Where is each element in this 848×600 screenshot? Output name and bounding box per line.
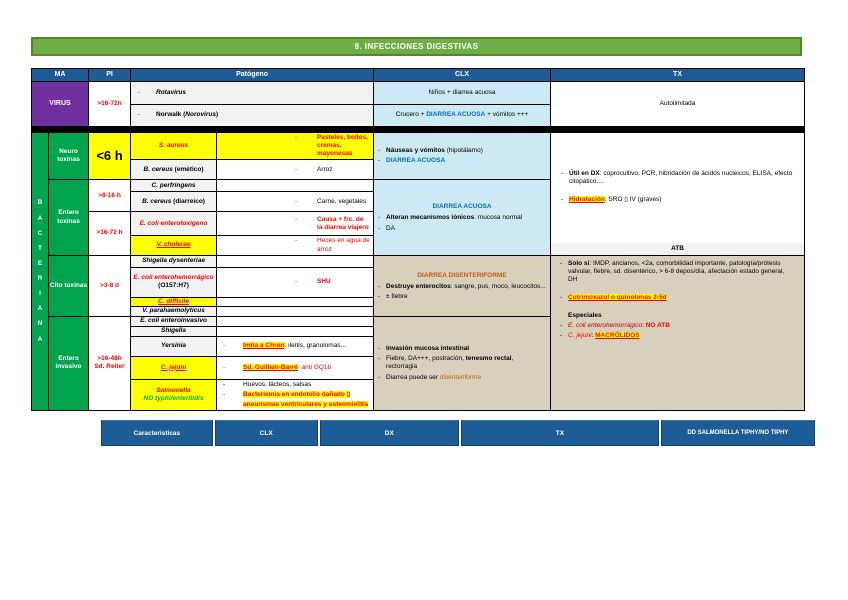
cell-food-cperfringens [217, 180, 374, 192]
clx-neuro-l1r: (hipotálamo) [444, 147, 483, 155]
cell-pathogen-bcereus-emetico: B. cereus (emético) [131, 160, 217, 180]
clx-cito-l1b: Destruye enterocitos [386, 282, 451, 290]
tx-cotrimoxazol: Cotrimoxazol o quinolonas 3-5d [568, 294, 667, 301]
cell-pathogen-vcholerae: V. cholerae [131, 236, 217, 255]
cell-tx-bacteria-bottom [551, 255, 805, 411]
atb-strip [551, 243, 804, 255]
cell-food-cjejuni: - Sd. Guillain-Barré: anti GQ1b [217, 356, 374, 379]
food-salmonella-3: aneurismas ventriculares y osteomielitis [243, 401, 369, 408]
tx-esp1-sep: : [642, 322, 646, 330]
clx-norwalk-a: Crucero + [395, 111, 427, 119]
food-cjejuni-hl: Sd. Guillain-Barré [243, 363, 298, 371]
food-salmonella-2: Bacteriemia en endotelio dañado ▯ [243, 390, 351, 398]
pathogen-salmonella: Salmonella [156, 386, 191, 394]
food-ecoli-enterohemorragico: SHU [317, 278, 331, 286]
cell-food-shigella-dysenteriae [217, 255, 374, 267]
cell-pathogen-vparahaemolyticus: V. parahaemolyticus [131, 306, 217, 316]
tx-esp2-sep: : [591, 332, 596, 340]
col-header-ma: MA [32, 69, 89, 82]
food-cjejuni-rest: : anti GQ1b [297, 363, 332, 371]
clx-invasivo-l2c: , rectorragia [386, 355, 514, 371]
cell-food-salmonella: - Huevos, lácteos, salsas - Bacteriemia en endotelio dañado ▯ aneurismas ventriculares y osteomielitis [217, 379, 374, 410]
cell-ma-virus: VIRUS [32, 82, 89, 127]
bottom-header-dx: DX [320, 420, 459, 446]
tx-top-body: - Útil en DX: coprocultivo, PCR, hibridación de ácidos nucleicos, ELISA, efecto citopático.... - Hidratación: SRO ▯ IV (graves) [561, 169, 793, 203]
food-salmonella-1: Huevos, lácteos, salsas [243, 380, 312, 388]
clx-cito-l2: ± fiebre [386, 292, 408, 300]
cell-pi-entero2: >16-72 h [89, 212, 131, 255]
cell-pi-virus: >16-72h [89, 82, 131, 127]
bullet: - [138, 88, 141, 96]
clx-invasivo-l2b: tenesmo rectal [465, 355, 512, 363]
food-yersinia-hl: Imita a Chron [243, 342, 285, 350]
tx-hidratacion: Hidratación [569, 195, 605, 203]
cell-food-cdifficile [217, 297, 374, 306]
cell-clx-entero: DIARREA ACUOSA - Alteran mecanismos iónicos: mucosa normal - DA [374, 180, 551, 255]
cell-pathogen-shigella: Shigella [131, 326, 217, 336]
tx-esp2-name: C. jejuni [568, 332, 592, 340]
clx-invasivo-l3a: Diarrea puede ser [386, 373, 440, 381]
page-title: 8. INFECCIONES DIGESTIVAS [354, 42, 479, 51]
cell-pi-entero1: >8-16 h [89, 180, 131, 212]
food-bcereus-diarreico: Carne, vegetales [317, 197, 367, 205]
cell-clx-neuro: - Náuseas y vómitos (hipotálamo) - DIARREA ACUOSA [374, 133, 551, 180]
cell-pathogen-saureus: S. aureus [131, 133, 217, 160]
col-header-pathogen: Patógeno [131, 69, 374, 82]
tx-solosi-bold: Solo si [568, 259, 590, 267]
cell-food-ecoli-enteroinvasivo [217, 316, 374, 326]
row-rotavirus [32, 82, 805, 105]
cell-pathogen-salmonella [131, 379, 217, 410]
tx-esp1-name: E. coli enterohemorrágico [568, 322, 643, 330]
tx-dx-bold: Útil en DX [569, 169, 600, 177]
cell-group-entero: Entero toxinas [49, 180, 89, 255]
bacteriana-letters: B A C T E R I A N A [37, 199, 43, 343]
clx-neuro-l2: DIARREA ACUOSA [386, 157, 446, 165]
cell-pathogen-ecoli-enterotoxigeno: E. coli enterotoxigeno [131, 212, 217, 236]
cell-tx-bacteria-top [551, 133, 805, 256]
cell-pathogen-cdifficile: C. difficile [131, 297, 217, 306]
cell-pathogen-ecoli-enteroinvasivo: E. coli enteroinvasivo [131, 316, 217, 326]
clx-invasivo-l2a: Fiebre, DA+++, postración, [386, 355, 466, 363]
clx-norwalk-b: DIARREA ACUOSA [426, 111, 486, 119]
pathogen-norwalk-c: ) [215, 111, 219, 119]
tx-especiales-title: Especiales [568, 312, 602, 320]
clx-entero-l2: DA [386, 224, 396, 232]
cell-food-vcholerae: - Heces en agua de arroz [217, 236, 374, 255]
cell-food-vparahaemolyticus [217, 306, 374, 316]
clx-cito-l1r: : sangre, pus, moco, leucocitos... [450, 282, 546, 290]
title-banner [31, 37, 802, 56]
clx-entero-l1b: Alteran mecanismos iónicos [386, 214, 475, 222]
cell-pi-invasivo: >16-48h Sd. Reiter [89, 316, 131, 410]
cell-clx-norwalk [374, 105, 551, 127]
col-header-tx: TX [551, 69, 805, 82]
pathogen-norwalk-b: Norovirus [185, 111, 216, 119]
cell-pathogen-cjejuni: C. jejuni [131, 356, 217, 379]
cell-food-yersinia: - Imita a Chron: ileítis, granulomas... [217, 336, 374, 356]
cell-pi-cito: >3-8 d [89, 255, 131, 316]
cell-food-saureus: - Pasteles, bollos, cremas, mayonesas [217, 133, 374, 160]
tx-hidratacion-rest: : SRO ▯ IV (graves) [604, 195, 662, 203]
bottom-header-dd-salmonella: DD SALMONELLA TIPHY/NO TIPHY [661, 420, 815, 446]
pathogen-salmonella-sub: NO typhi/enteritidis [143, 394, 204, 402]
cell-food-bcereus-diarreico: - Carne, vegetales [217, 192, 374, 212]
cell-clx-cito: DIARREA DISENTERIFORME - Destruye enterocitos: sangre, pus, moco, leucocitos... - ± fiebre [374, 255, 551, 316]
clx-norwalk-c: + vómitos +++ [485, 111, 529, 119]
cell-pi-neuro: <6 h [89, 133, 131, 180]
bottom-header-table [101, 420, 815, 446]
clx-invasivo-l1: Invasión mucosa intestinal [386, 345, 470, 353]
food-bcereus-emetico: Arroz [317, 165, 333, 173]
cell-clx-rotavirus [374, 82, 551, 105]
food-vcholerae: Heces en agua de arroz [317, 237, 370, 253]
pathogen-norwalk-a: Norwalk ( [156, 111, 186, 119]
cell-ma-bacteriana [32, 133, 49, 411]
col-header-clx: CLX [374, 69, 551, 82]
food-saureus: Pasteles, bollos, cremas, mayonesas [317, 134, 368, 158]
clx-entero-title: DIARREA ACUOSA [432, 203, 492, 211]
col-header-pi: PI [89, 69, 131, 82]
cell-tx-virus [551, 82, 805, 127]
food-yersinia-rest: : ileítis, granulomas... [284, 342, 346, 350]
infections-table [31, 68, 805, 411]
clx-entero-l1r: : mucosa normal [474, 214, 523, 222]
cell-pathogen-bcereus-diarreico: B. cereus (diarreico) [131, 192, 217, 212]
table-header-row [32, 69, 805, 82]
cell-pathogen-norwalk [131, 105, 374, 127]
cell-food-bcereus-emetico: - Arroz [217, 160, 374, 180]
cell-pathogen-yersinia: Yersinia [131, 336, 217, 356]
clx-rotavirus: Niños + diarrea acuosa [428, 88, 496, 96]
bullet: - [138, 111, 141, 119]
tx-esp1-val: NO ATB [645, 322, 670, 330]
tx-virus: Autolimitada [659, 99, 696, 107]
bottom-header-caracteristicas: Características [101, 420, 213, 446]
pathogen-rotavirus: Rotavirus [156, 88, 186, 96]
cell-pathogen-ecoli-enterohemorragico: E. coli enterohemorrágico (O157:H7) [131, 267, 217, 297]
cell-food-shigella [217, 326, 374, 336]
tx-solosi-rest: : IMDP, ancianos, <2a, comorbilidad importante, patología/prótesis valvular, fiebre, sd. disentérico, > 6-8 depos/día, afectación estado general, DH [568, 259, 785, 283]
tx-bottom-body: - Solo si: IMDP, ancianos, <2a, comorbilidad importante, patología/prótesis valvular, fiebre, sd. disentérico, > 6-8 depos/día, afectación estado general, DH - Cotrimoxazol o quinolonas 3-5d Especiales - E. coli enterohemorrágico: NO ATB - C. jejuni: MACRÓLIDOS [560, 259, 785, 340]
cell-group-neuro: Neuro toxinas [49, 133, 89, 180]
clx-neuro-l1b: Náuseas y vómitos [386, 147, 445, 155]
bottom-header-tx: TX [461, 420, 659, 446]
cell-pathogen-cperfringens: C. perfringens [131, 180, 217, 192]
food-ecoli-enterotoxigeno: Causa + frc. de la diarrea viajero [317, 215, 369, 231]
row-shigella-dysenteriae [32, 255, 805, 267]
cell-pathogen-shigella-dysenteriae: Shigella dysenteriae [131, 255, 217, 267]
cell-group-invasivo: Entero Invasivo [49, 316, 89, 410]
row-saureus [32, 133, 805, 160]
cell-clx-invasivo: - Invasión mucosa intestinal - Fiebre, DA+++, postración, tenesmo rectal, rectorragia - Diarrea puede ser disenteriforme [374, 316, 551, 410]
cell-group-cito: Cito toxinas [49, 255, 89, 316]
clx-cito-title: DIARREA DISENTERIFORME [417, 271, 507, 279]
clx-invasivo-l3b: disenteriforme [439, 373, 482, 381]
cell-food-ecoli-enterohemorragico: - SHU [217, 267, 374, 297]
cell-pathogen-rotavirus [131, 82, 374, 105]
tx-esp2-val: MACRÓLIDOS [595, 332, 640, 340]
tx-dx-rest: : coprocultivo, PCR, hibridación de ácidos nucleicos, ELISA, efecto citopático.... [569, 169, 793, 185]
atb-label: ATB [671, 244, 684, 252]
cell-food-ecoli-enterotoxigeno: - Causa + frc. de la diarrea viajero [217, 212, 374, 236]
bottom-header-clx: CLX [215, 420, 318, 446]
